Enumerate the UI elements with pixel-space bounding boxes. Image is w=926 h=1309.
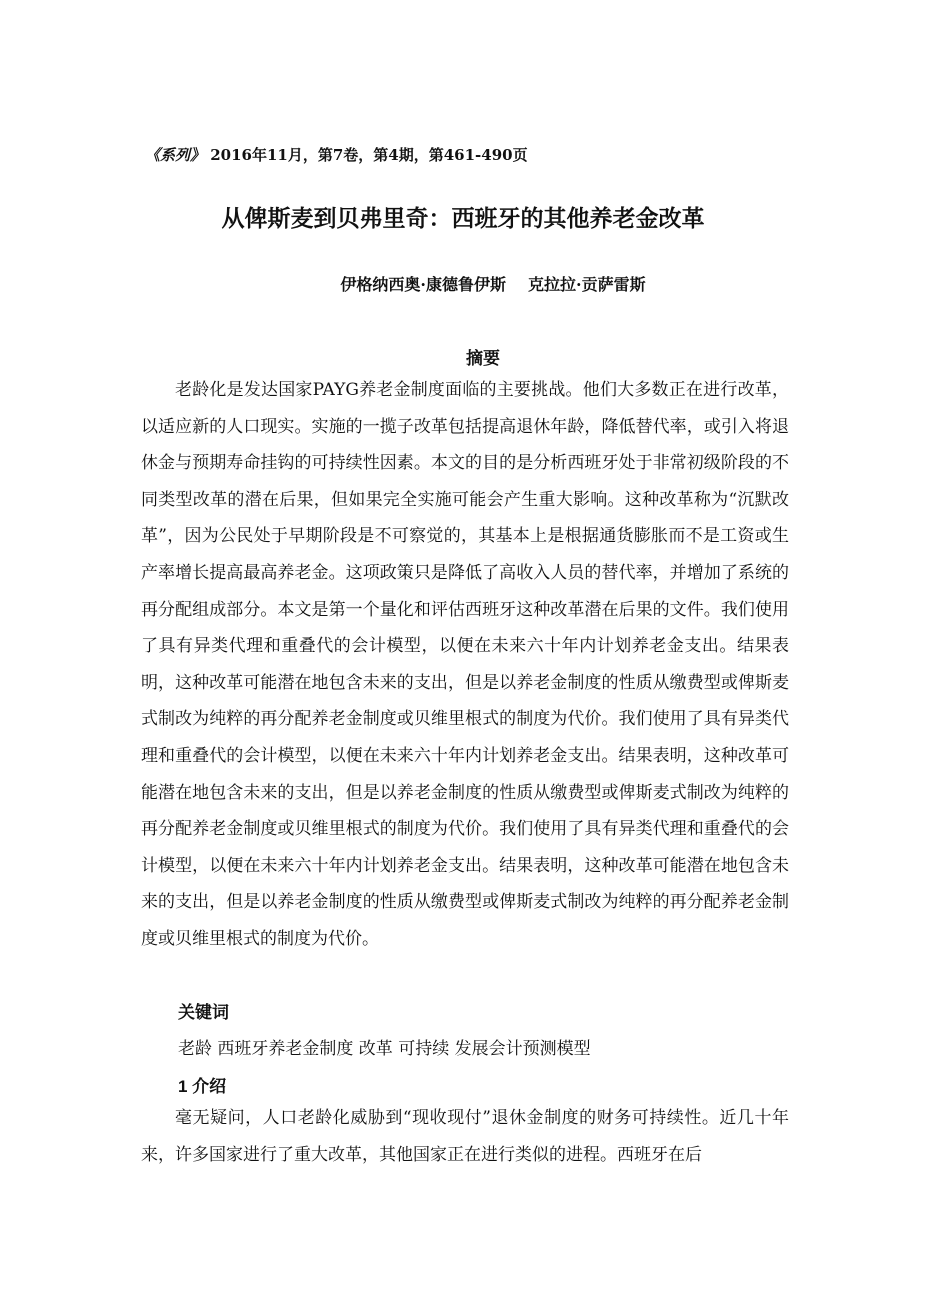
introduction-heading: 1 介绍 — [178, 1077, 227, 1096]
introduction-paragraph: 毫无疑问，人口老龄化威胁到“现收现付”退休金制度的财务可持续性。近几十年来，许多国家进行了重大改革，其他国家正在进行类似的进程。西班牙在后 — [141, 1108, 789, 1165]
citation-line — [145, 144, 528, 165]
keywords-heading: 关键词 — [178, 1003, 229, 1022]
keywords-list: 老龄 西班牙养老金制度 改革 可持续 发展会计预测模型 — [178, 1039, 591, 1059]
author-line — [0, 272, 926, 295]
paper-title: 从俾斯麦到贝弗里奇：西班牙的其他养老金改革 — [221, 205, 705, 232]
abstract-paragraph: 老龄化是发达国家PAYG养老金制度面临的主要挑战。他们大多数正在进行改革，以适应新的人口现实。实施的一揽子改革包括提高退休年龄，降低替代率，或引入将退休金与预期寿命挂钩的可持续性因素。本文的目的是分析西班牙处于非常初级阶段的不同类型改革的潜在后果，但如果完全实施可能会产生重大影响。这种改革称为“沉默改革”，因为公民处于早期阶段是不可察觉的，其基本上是根据通货膨胀而不是工资或生产率增长提高最高养老金。这项政策只是降低了高收入人员的替代率，并增加了系统的再分配组成部分。本文是第一个量化和评估西班牙这种改革潜在后果的文件。我们使用了具有异类代理和重叠代的会计模型，以便在未来六十年内计划养老金支出。结果表明，这种改革可能潜在地包含未来的支出，但是以养老金制度的性质从缴费型或俾斯麦式制改为纯粹的再分配养老金制度或贝维里根式的制度为代价。我们使用了具有异类代理和重叠代的会计模型，以便在未来六十年内计划养老金支出。结果表明，这种改革可能潜在地包含未来的支出，但是以养老金制度的性质从缴费型或俾斯麦式制改为纯粹的再分配养老金制度或贝维里根式的制度为代价。我们使用了具有异类代理和重叠代的会计模型，以便在未来六十年内计划养老金支出。结果表明，这种改革可能潜在地包含未来的支出，但是以养老金制度的性质从缴费型或俾斯麦式制改为纯粹的再分配养老金制度或贝维里根式的制度为代价。 — [141, 380, 789, 949]
journal-name: 《系列》 — [145, 146, 206, 164]
abstract-heading: 摘要 — [466, 349, 500, 369]
author-name: 克拉拉·贡萨雷斯 — [528, 275, 646, 294]
citation-details: 2016年11月，第7卷，第4期，第461-490页 — [205, 146, 528, 164]
author-name: 伊格纳西奥·康德鲁伊斯 — [340, 275, 506, 294]
